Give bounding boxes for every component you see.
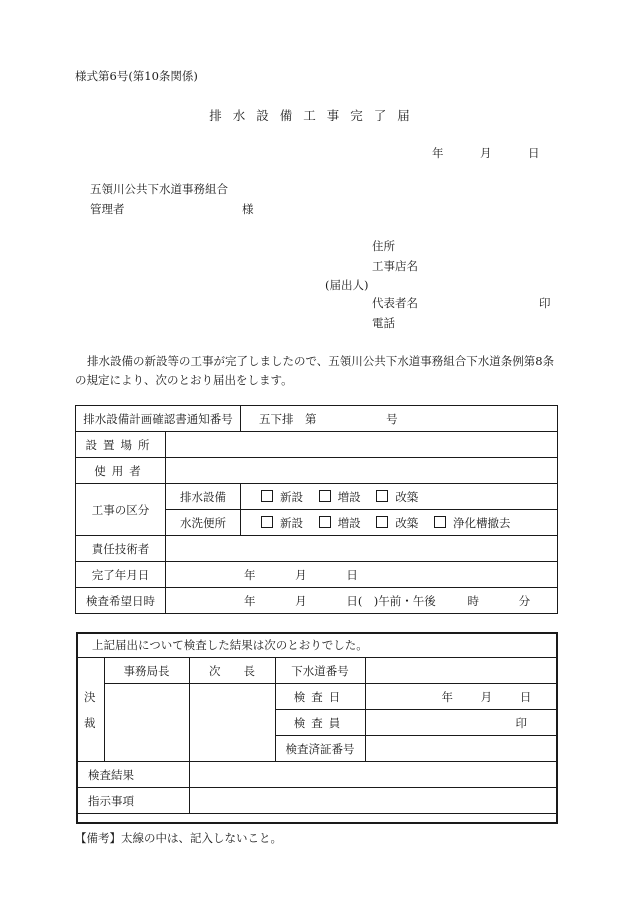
address-label: 住所 [372,239,395,253]
septic-removal-checkbox[interactable] [434,516,446,528]
date-day-label: 日 [528,146,540,160]
toilet-expand-checkbox[interactable] [319,516,331,528]
option-label: 改築 [395,489,419,504]
table-row [76,588,558,614]
drainage-new-checkbox[interactable] [261,490,273,502]
completion-date-field[interactable] [166,562,558,588]
plan-number-label: 排水設備計画確認書通知番号 [76,406,241,432]
engineer-field[interactable] [166,536,558,562]
decision-char-1: 決 [84,689,96,704]
decision-char-2: 裁 [84,715,96,730]
day-label: 日 [346,567,358,582]
addressee-org: 五領川公共下水道事務組合 [90,182,228,196]
toilet-repair-checkbox[interactable] [376,516,388,528]
ampm-label: 午前・午後 [378,593,436,608]
minute-label: 分 [518,593,531,608]
instructions-label: 指示事項 [76,788,189,814]
drainage-repair-checkbox[interactable] [376,490,388,502]
user-label: 使用者 [76,458,166,484]
thick-border-frame [76,632,558,824]
month-label: 月 [295,567,307,582]
engineer-label: 責任技術者 [76,536,166,562]
table-row [76,536,558,562]
toilet-new-checkbox[interactable] [261,516,273,528]
date-month-label: 月 [480,146,492,160]
inspection-date-label: 検査日 [275,684,365,710]
table-row [76,458,558,484]
footnote: 【備考】太線の中は、記入しないこと。 [75,831,282,845]
option-label: 増設 [337,489,361,504]
option-label: 改築 [395,515,419,530]
addressee-honorific: 様 [242,202,254,216]
sewer-number-label: 下水道番号 [275,658,365,684]
work-type-label: 工事の区分 [76,484,166,536]
location-field[interactable] [166,432,558,458]
date-year-label: 年 [432,146,444,160]
notifier-label: (届出人) [325,278,369,292]
day-label: 日 [519,689,532,704]
addressee-role: 管理者 [90,202,125,216]
inspection-intro: 上記届出について検査した結果は次のとおりでした。 [76,632,558,658]
user-field[interactable] [166,458,558,484]
hour-label: 時 [467,593,479,608]
drainage-label: 排水設備 [166,484,241,510]
certificate-number-label: 検査済証番号 [275,736,365,762]
inspection-request-label: 検査希望日時 [76,588,166,614]
flush-toilet-options [241,510,558,536]
table-row [76,562,558,588]
seal-mark: 印 [515,715,527,730]
location-label: 設置場所 [76,432,166,458]
plan-number-prefix: 五下排 第 [259,411,317,426]
deputy-label: 次 長 [189,658,275,684]
table-row [76,484,558,510]
year-label: 年 [441,689,453,704]
option-label: 浄化槽撤去 [452,515,511,530]
year-label: 年 [244,567,256,582]
option-label: 新設 [280,515,303,530]
weekday-paren: ( ) [357,593,379,608]
director-label: 事務局長 [104,658,189,684]
year-label: 年 [244,593,256,608]
company-label: 工事店名 [372,259,418,273]
body-text: 排水設備の新設等の工事が完了しましたので、五領川公共下水道事務組合下水道条例第8条の規定により、次のとおり届出をします。 [75,354,555,387]
representative-label: 代表者名 [372,296,418,310]
option-label: 増設 [337,515,361,530]
inspector-label: 検査員 [275,710,365,736]
completion-form-table [75,405,558,614]
drainage-expand-checkbox[interactable] [319,490,331,502]
drainage-options [241,484,558,510]
inspection-request-field[interactable] [166,588,558,614]
phone-label: 電話 [372,316,395,330]
table-row [76,406,558,432]
seal-mark: 印 [539,296,551,310]
completion-date-label: 完了年月日 [76,562,166,588]
result-label: 検査結果 [76,762,189,788]
month-label: 月 [295,593,307,608]
option-label: 新設 [280,489,303,504]
month-label: 月 [480,689,493,704]
flush-toilet-label: 水洗便所 [166,510,241,536]
plan-number-suffix: 号 [386,411,398,426]
day-label: 日 [346,593,358,608]
table-row [76,432,558,458]
document-title: 排水設備工事完了届 [209,108,421,123]
plan-number-field[interactable] [241,406,558,432]
form-number: 様式第6号(第10条関係) [75,69,198,83]
